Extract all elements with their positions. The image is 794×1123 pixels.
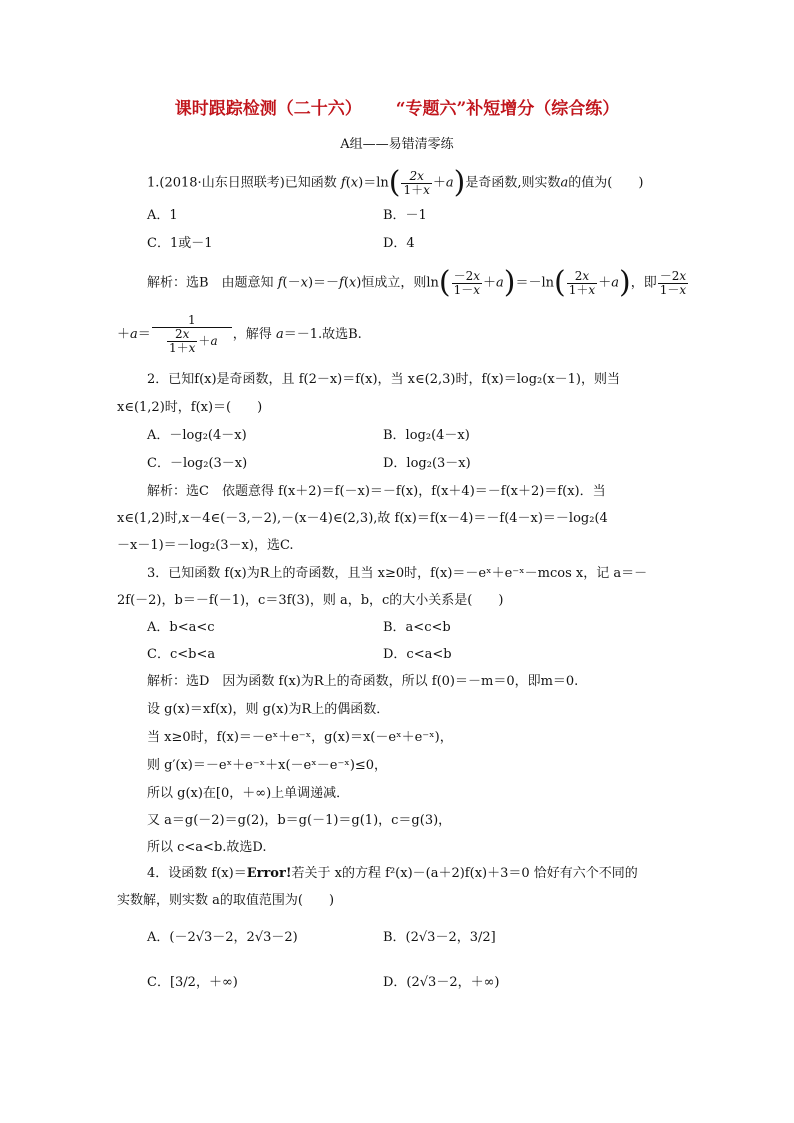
q2-option-a: A．－log₂(4－x) (147, 428, 247, 443)
q3-option-b: B．a<c<b (383, 620, 451, 635)
q2-line1: 2．已知f(x)是奇函数，且 f(2－x)＝f(x)，当 x∈(2,3)时，f(x)＝log₂(x－1)，则当 (147, 372, 620, 387)
q3-sol3: 当 x≥0时，f(x)＝－eˣ＋e⁻ˣ，g(x)＝x(－eˣ＋e⁻ˣ)， (147, 730, 453, 745)
q1-stem: 1.(2018·山东日照联考)已知函数 f(x)＝ln( $\frac{2x}{1+x}$ ＋a)是奇函数,则实数a的值为( ) (147, 165, 644, 200)
q3-sol4: 则 g′(x)＝－eˣ＋e⁻ˣ＋x(－eˣ－e⁻ˣ)≤0， (147, 758, 388, 773)
q3-line2: 2f(－2)，b＝－f(－1)，c＝3f(3)，则 a，b，c的大小关系是( ) (117, 593, 504, 608)
q2-option-d: D．log₂(3－x) (383, 456, 471, 471)
q4-error-text: Error! (246, 866, 292, 881)
q3-sol6: 又 a＝g(－2)＝g(2)，b＝g(－1)＝g(1)，c＝g(3)， (147, 813, 452, 828)
q1-option-c: C．1或－1 (147, 236, 213, 251)
q2-sol1: 解析：选C 依题意得 f(x＋2)＝f(－x)＝－f(x)，f(x＋4)＝－f(x＋2)＝f(x)．当 (147, 484, 606, 499)
q2-line2: x∈(1,2)时，f(x)＝( ) (117, 400, 263, 415)
q4-line1 (147, 866, 638, 882)
q1-sol-c: ，即 (630, 275, 657, 291)
q3-option-c: C．c<b<a (147, 647, 216, 662)
q1-fraction: $\frac{2x}{1+x}$ (403, 168, 430, 197)
section-heading: A组——易错清零练 (340, 137, 454, 152)
q4-option-d: D．(2√3－2，＋∞) (383, 975, 500, 990)
q1-option-b: B．－1 (383, 208, 427, 223)
q2-option-c: C．－log₂(3－x) (147, 456, 248, 471)
q3-option-d: D．c<a<b (383, 647, 452, 662)
q1-sol-d: ，解得 (232, 327, 272, 342)
q1-stem-b: 是奇函数,则实数 (465, 175, 561, 191)
q2-sol3: －x－1)＝－log₂(3－x)，选C. (117, 538, 294, 553)
q4-line1-b: 若关于 x的方程 f²(x)－(a＋2)f(x)＋3＝0 恰好有六个不同的 (291, 866, 638, 881)
q3-line1: 3．已知函数 f(x)为R上的奇函数，且当 x≥0时，f(x)＝－eˣ＋e⁻ˣ－mcos x，记 a＝－ (147, 566, 648, 581)
q4-option-c: C．[3/2，＋∞) (147, 975, 238, 990)
q3-option-a: A．b<a<c (147, 620, 215, 635)
q1-stem-a: 1.(2018·山东日照联考)已知函数 (147, 175, 337, 191)
q2-sol2: x∈(1,2)时,x－4∈(－3,－2),－(x－4)∈(2,3),故 f(x)＝f(x－4)＝－f(4－x)＝－log₂(4 (117, 511, 608, 526)
q1-solution-cont: ＋a＝ 1 $\frac{2x}{1+x}$ ＋a ，解得 a＝－1.故选B. (117, 313, 362, 355)
q3-sol2: 设 g(x)＝xf(x)，则 g(x)为R上的偶函数． (147, 702, 390, 717)
q1-sol-b: 恒成立，则 (361, 275, 427, 291)
q4-option-a: A．(－2√3－2，2√3－2) (147, 930, 298, 945)
q4-line1-a: 4．设函数 f(x)＝ (147, 866, 247, 881)
q3-sol1: 解析：选D 因为函数 f(x)为R上的奇函数，所以 f(0)＝－m＝0，即m＝0. (147, 674, 579, 689)
title-right: “专题六”补短增分（综合练） (395, 99, 620, 119)
q3-sol7: 所以 c<a<b.故选D. (147, 840, 267, 855)
q4-option-b: B．(2√3－2，3/2] (383, 930, 496, 945)
q1-stem-c: 的值为( ) (568, 175, 644, 191)
page-title (0, 94, 794, 119)
q1-sol-e: ＝－1.故选B. (283, 327, 362, 342)
q1-solution: 解析：选B 由题意知 f(－x)＝－f(x)恒成立，则ln( $\frac{-2x}{1-x}$ ＋a)＝－ln( $\frac{2x}{1+x}$ ＋a)，即 $\frac{-2x}{1-x}$ (147, 265, 687, 300)
q2-option-b: B．log₂(4－x) (383, 428, 470, 443)
q4-line2: 实数解，则实数 a的取值范围为( ) (117, 893, 335, 908)
title-left: 课时跟踪检测（二十六） (174, 99, 362, 119)
q1-sol-a: 解析：选B 由题意知 (147, 275, 274, 291)
q3-sol5: 所以 g(x)在[0，＋∞)上单调递减． (147, 786, 350, 801)
q1-option-a: A．1 (147, 208, 178, 223)
q1-option-d: D．4 (383, 236, 415, 251)
